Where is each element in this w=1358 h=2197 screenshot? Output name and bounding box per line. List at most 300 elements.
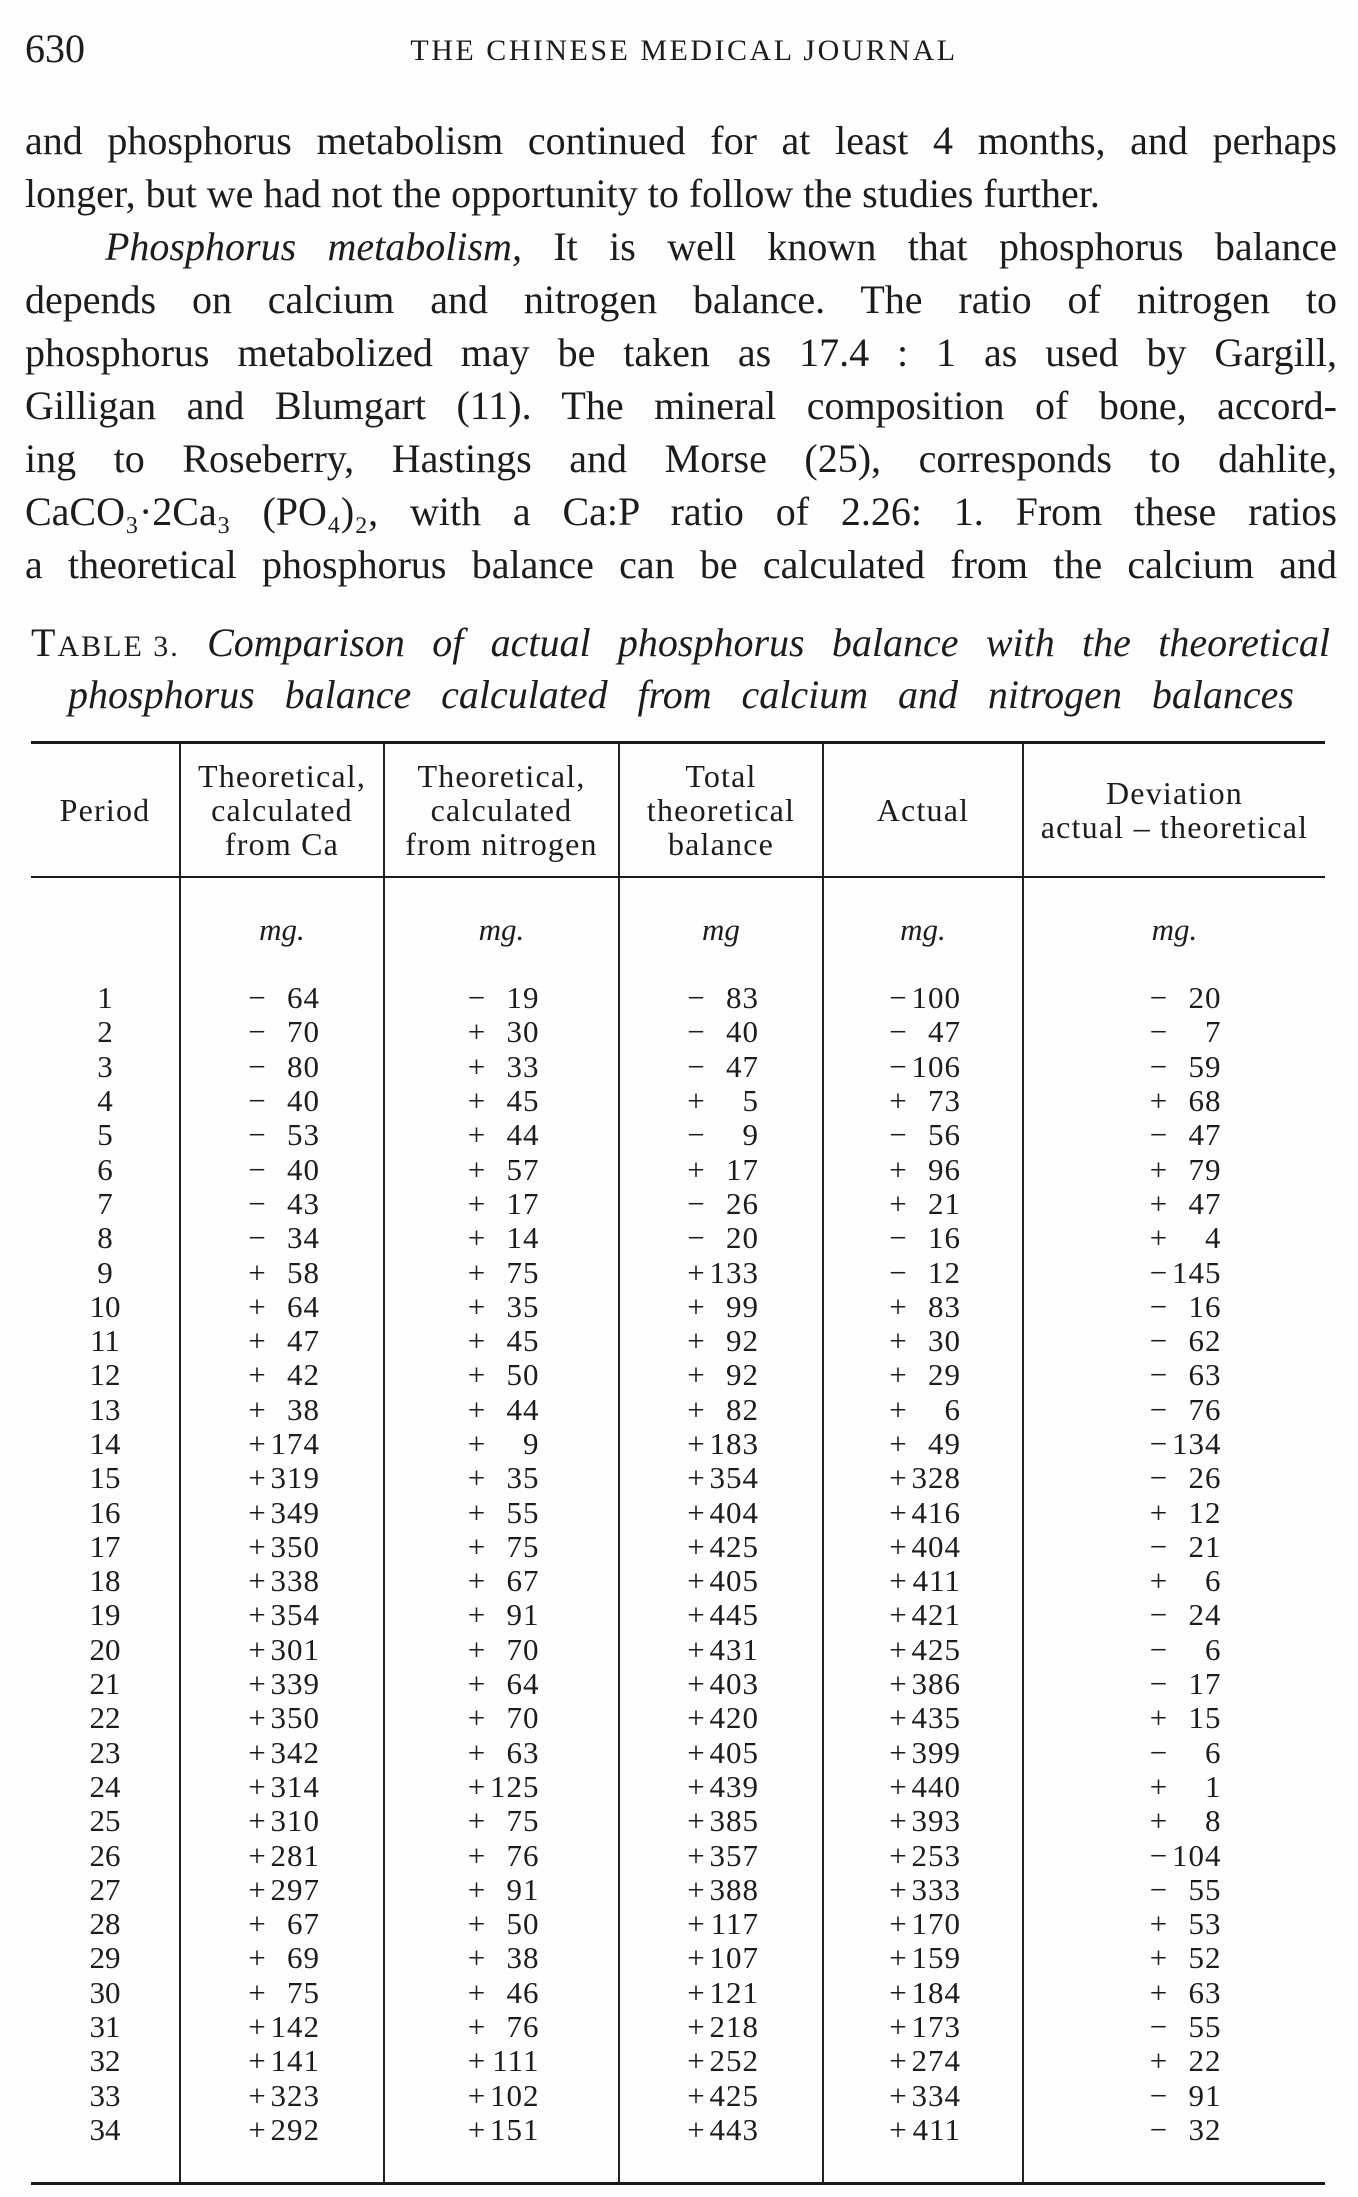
value-sign: − (687, 1117, 705, 1153)
cell-theoretical-ca (180, 1564, 384, 1598)
value-digits: 57 (506, 1151, 540, 1187)
table-title-continued: phosphorus balance calculated from calcium and nitrogen balances (68, 672, 1294, 717)
signed-value (885, 1118, 961, 1152)
signed-value (885, 1461, 961, 1495)
cell-theoretical-ca (180, 1598, 384, 1632)
value-digits: 64 (287, 980, 320, 1016)
cell-period: 4 (97, 1083, 113, 1119)
spacer-cell (384, 2147, 619, 2184)
cell-theoretical-ca (180, 1873, 384, 1907)
cell-theoretical-nitrogen (384, 1907, 619, 1941)
value-digits: 59 (1188, 1048, 1222, 1084)
signed-value (885, 1153, 961, 1187)
cell-actual (823, 1530, 1023, 1564)
signed-value (885, 1187, 961, 1221)
value-digits: 80 (287, 1048, 320, 1084)
value-sign: − (248, 1151, 266, 1187)
cell-period: 23 (89, 1734, 121, 1770)
value-digits: 91 (1188, 2077, 1222, 2113)
cell-actual (823, 1118, 1023, 1152)
value-digits: 62 (1188, 1323, 1222, 1359)
value-sign: − (1149, 1014, 1168, 1050)
table-row (31, 1118, 1325, 1152)
signed-value (464, 1804, 540, 1838)
signed-value (885, 1050, 961, 1084)
value-sign: + (889, 1323, 907, 1359)
value-sign: + (687, 1734, 705, 1770)
value-digits: 30 (506, 1014, 540, 1050)
cell-theoretical-nitrogen (384, 1495, 619, 1529)
signed-value (244, 1084, 320, 1118)
value-digits: 218 (709, 2009, 759, 2045)
signed-value (244, 2044, 320, 2078)
value-sign: + (467, 1666, 486, 1702)
cell-theoretical-nitrogen (384, 1015, 619, 1049)
value-sign: + (467, 1803, 486, 1839)
cell-period: 9 (97, 1254, 113, 1290)
signed-value (464, 1564, 540, 1598)
cell-total-theoretical (619, 1598, 823, 1632)
value-digits: 15 (1188, 1700, 1222, 1736)
value-sign: + (687, 1906, 705, 1942)
cell-theoretical-ca (180, 1770, 384, 1804)
value-digits: 53 (1188, 1906, 1222, 1942)
value-digits: 55 (1188, 2009, 1222, 2045)
value-digits: 16 (1188, 1288, 1222, 1324)
value-digits: 45 (506, 1323, 540, 1359)
cell-deviation (1023, 2044, 1325, 2078)
signed-value (1146, 1256, 1222, 1290)
value-sign: + (467, 1323, 486, 1359)
value-sign: + (889, 1597, 907, 1633)
cell-actual (823, 1804, 1023, 1838)
cell-theoretical-ca (180, 1118, 384, 1152)
value-sign: + (467, 1494, 486, 1530)
cell-actual (823, 2044, 1023, 2078)
signed-value (1146, 1290, 1222, 1324)
cell-theoretical-nitrogen (384, 1290, 619, 1324)
signed-value (244, 1015, 320, 1049)
cell-period: 3 (97, 1048, 113, 1084)
value-sign: + (687, 1391, 705, 1427)
cell-period: 17 (89, 1528, 121, 1564)
value-digits: 12 (928, 1254, 961, 1290)
cell-period: 28 (89, 1906, 121, 1942)
signed-value (464, 1667, 540, 1701)
value-digits: 76 (506, 1837, 540, 1873)
signed-value (464, 1256, 540, 1290)
cell-theoretical-nitrogen (384, 1941, 619, 1975)
value-digits: 151 (490, 2111, 540, 2147)
value-digits: 310 (270, 1803, 320, 1839)
value-sign: + (687, 1837, 705, 1873)
signed-value (683, 2044, 759, 2078)
signed-value (244, 1941, 320, 1975)
cell-deviation (1023, 1358, 1325, 1392)
value-sign: + (1149, 1185, 1168, 1221)
value-sign: + (248, 1871, 266, 1907)
signed-value (885, 1290, 961, 1324)
value-digits: 70 (506, 1631, 540, 1667)
value-digits: 145 (1172, 1254, 1222, 1290)
value-sign: + (889, 1563, 907, 1599)
running-header: THE CHINESE MEDICAL JOURNAL (410, 34, 958, 67)
value-sign: + (1149, 1974, 1168, 2010)
value-sign: + (1149, 1940, 1168, 1976)
value-digits: 439 (709, 1768, 759, 1804)
cell-period: 33 (89, 2077, 121, 2113)
phosphorus-balance-table (31, 741, 1325, 2185)
cell-total-theoretical (619, 1530, 823, 1564)
cell-deviation (1023, 1255, 1325, 1289)
cell-actual (823, 1873, 1023, 1907)
cell-actual (823, 2079, 1023, 2113)
table-row (31, 2044, 1325, 2078)
value-sign: + (467, 1871, 486, 1907)
signed-value (464, 1530, 540, 1564)
value-digits: 20 (726, 1220, 759, 1256)
cell-total-theoretical (619, 1221, 823, 1255)
value-digits: 75 (506, 1803, 540, 1839)
value-sign: + (889, 1631, 907, 1667)
cell-period: 14 (89, 1426, 121, 1461)
signed-value (1146, 1701, 1222, 1735)
value-digits: 68 (1188, 1083, 1222, 1119)
cell-total-theoretical (619, 1393, 823, 1427)
signed-value (683, 1564, 759, 1598)
cell-period: 16 (89, 1494, 121, 1530)
value-sign: + (248, 1803, 266, 1839)
value-digits: 22 (1188, 2043, 1222, 2079)
table-row (31, 1941, 1325, 1975)
units-cell: mg. (384, 877, 619, 981)
signed-value (244, 1839, 320, 1873)
value-sign: + (248, 1460, 266, 1496)
cell-theoretical-ca (180, 1633, 384, 1667)
value-sign: + (467, 1083, 486, 1119)
value-digits: 14 (506, 1220, 540, 1256)
cell-deviation (1023, 1976, 1325, 2010)
value-digits: 6 (1205, 1631, 1222, 1667)
cell-theoretical-nitrogen (384, 1221, 619, 1255)
cell-theoretical-nitrogen (384, 1804, 619, 1838)
value-sign: + (248, 1906, 266, 1942)
signed-value (683, 1050, 759, 1084)
signed-value (1146, 1187, 1222, 1221)
value-sign: − (1149, 1048, 1168, 1084)
value-digits: 75 (506, 1528, 540, 1564)
value-digits: 184 (911, 1974, 961, 2010)
value-digits: 5 (742, 1083, 759, 1119)
value-sign: + (889, 1528, 907, 1564)
value-sign: + (687, 1494, 705, 1530)
cell-total-theoretical (619, 1736, 823, 1770)
value-sign: + (467, 2043, 486, 2079)
value-digits: 69 (287, 1940, 320, 1976)
table-row (31, 1393, 1325, 1427)
cell-theoretical-ca (180, 1461, 384, 1495)
value-sign: + (248, 1700, 266, 1736)
signed-value (1146, 1393, 1222, 1427)
signed-value (244, 1873, 320, 1907)
value-digits: 100 (911, 980, 961, 1016)
signed-value (1146, 1324, 1222, 1358)
signed-value (885, 1736, 961, 1770)
cell-theoretical-ca (180, 2113, 384, 2147)
value-sign: + (687, 1563, 705, 1599)
signed-value (1146, 1358, 1222, 1392)
value-sign: + (248, 1323, 266, 1359)
signed-value (683, 1153, 759, 1187)
value-digits: 8 (1205, 1803, 1222, 1839)
cell-actual (823, 1941, 1023, 1975)
value-sign: + (467, 1631, 486, 1667)
spacer-cell (31, 2147, 180, 2184)
body-text (25, 114, 1337, 591)
table-caption-continued (68, 669, 1294, 721)
value-sign: − (889, 1117, 907, 1153)
value-sign: + (467, 1426, 486, 1461)
value-digits: 125 (490, 1768, 540, 1804)
value-sign: + (248, 1563, 266, 1599)
column-header-total-theoretical: Total theoretical balance (619, 743, 823, 878)
value-sign: + (467, 2111, 486, 2147)
value-digits: 107 (709, 1940, 759, 1976)
value-digits: 385 (709, 1803, 759, 1839)
signed-value (244, 1633, 320, 1667)
units-row (31, 877, 1325, 981)
cell-theoretical-nitrogen (384, 1633, 619, 1667)
value-digits: 83 (726, 980, 759, 1016)
section-heading: Phosphorus metabolism, (105, 224, 522, 269)
cell-theoretical-nitrogen (384, 1187, 619, 1221)
cell-theoretical-nitrogen (384, 1427, 619, 1461)
cell-total-theoretical (619, 1050, 823, 1084)
signed-value (885, 1633, 961, 1667)
value-sign: − (1149, 1288, 1168, 1324)
value-digits: 92 (726, 1357, 759, 1393)
cell-deviation (1023, 2113, 1325, 2147)
cell-actual (823, 1050, 1023, 1084)
cell-deviation (1023, 1770, 1325, 1804)
value-digits: 47 (1188, 1117, 1222, 1153)
cell-theoretical-nitrogen (384, 2113, 619, 2147)
cell-total-theoretical (619, 1770, 823, 1804)
table-body (31, 877, 1325, 2184)
value-sign: − (248, 1048, 266, 1084)
cell-actual (823, 1736, 1023, 1770)
cell-total-theoretical (619, 1358, 823, 1392)
value-digits: 47 (287, 1323, 320, 1359)
value-digits: 425 (709, 1528, 759, 1564)
cell-total-theoretical (619, 1427, 823, 1461)
cell-total-theoretical (619, 1701, 823, 1735)
signed-value (464, 1015, 540, 1049)
value-digits: 33 (506, 1048, 540, 1084)
body-line (25, 220, 1337, 273)
signed-value (683, 1358, 759, 1392)
signed-value (244, 1804, 320, 1838)
signed-value (464, 1873, 540, 1907)
value-digits: 99 (726, 1288, 759, 1324)
value-digits: 24 (1188, 1597, 1222, 1633)
value-sign: + (687, 1768, 705, 1804)
signed-value (1146, 1736, 1222, 1770)
cell-actual (823, 1495, 1023, 1529)
value-digits: 420 (709, 1700, 759, 1736)
value-digits: 117 (710, 1906, 759, 1942)
value-sign: + (687, 1254, 705, 1290)
value-digits: 52 (1188, 1940, 1222, 1976)
value-sign: + (467, 1151, 486, 1187)
value-digits: 253 (911, 1837, 961, 1873)
value-sign: + (889, 1391, 907, 1427)
value-sign: + (687, 1151, 705, 1187)
value-sign: + (889, 1185, 907, 1221)
table-row (31, 1427, 1325, 1461)
cell-theoretical-ca (180, 1804, 384, 1838)
column-header-deviation: Deviation actual – theoretical (1023, 743, 1325, 878)
signed-value (464, 1358, 540, 1392)
value-sign: + (687, 1940, 705, 1976)
value-digits: 314 (270, 1768, 320, 1804)
page-number: 630 (25, 26, 85, 71)
value-sign: + (248, 2043, 266, 2079)
cell-theoretical-ca (180, 981, 384, 1015)
signed-value (1146, 1598, 1222, 1632)
value-digits: 21 (928, 1185, 961, 1221)
cell-total-theoretical (619, 1667, 823, 1701)
cell-total-theoretical (619, 2010, 823, 2044)
signed-value (244, 1701, 320, 1735)
value-digits: 40 (726, 1014, 759, 1050)
cell-theoretical-ca (180, 1393, 384, 1427)
signed-value (244, 1050, 320, 1084)
value-digits: 435 (911, 1700, 961, 1736)
signed-value (885, 981, 961, 1015)
cell-theoretical-ca (180, 1015, 384, 1049)
value-sign: − (1149, 2111, 1168, 2147)
table-row (31, 1255, 1325, 1289)
signed-value (1146, 1530, 1222, 1564)
value-sign: + (889, 1426, 907, 1461)
value-digits: 56 (928, 1117, 961, 1153)
value-sign: − (467, 980, 486, 1016)
cell-theoretical-nitrogen (384, 1701, 619, 1735)
signed-value (1146, 1976, 1222, 2010)
value-digits: 334 (911, 2077, 961, 2113)
value-sign: − (1149, 1837, 1168, 1873)
signed-value (464, 1084, 540, 1118)
value-digits: 63 (1188, 1357, 1222, 1393)
spacer-cell (619, 2147, 823, 2184)
value-sign: − (1149, 1871, 1168, 1907)
value-sign: + (889, 1494, 907, 1530)
signed-value (464, 1736, 540, 1770)
signed-value (885, 1598, 961, 1632)
value-sign: + (467, 1974, 486, 2010)
value-digits: 440 (911, 1768, 961, 1804)
body-line: ing to Roseberry, Hastings and Morse (25), corresponds to dahlite, (25, 436, 1337, 481)
cell-period: 24 (89, 1768, 121, 1804)
value-sign: + (687, 1426, 705, 1461)
body-line-text: It is well known that phosphorus balance (553, 224, 1337, 269)
table-label: TABLE 3. (31, 620, 180, 665)
signed-value (464, 1907, 540, 1941)
value-sign: + (889, 1871, 907, 1907)
value-digits: 19 (506, 980, 540, 1016)
table-row (31, 1564, 1325, 1598)
table-row (31, 1633, 1325, 1667)
table-row (31, 1598, 1325, 1632)
cell-theoretical-nitrogen (384, 1667, 619, 1701)
signed-value (244, 1358, 320, 1392)
table-row (31, 1495, 1325, 1529)
signed-value (683, 2010, 759, 2044)
value-digits: 70 (506, 1700, 540, 1736)
value-digits: 350 (270, 1700, 320, 1736)
cell-actual (823, 1907, 1023, 1941)
signed-value (683, 1976, 759, 2010)
cell-theoretical-ca (180, 1907, 384, 1941)
signed-value (464, 1496, 540, 1530)
signed-value (464, 1324, 540, 1358)
value-sign: + (248, 1391, 266, 1427)
signed-value (244, 1770, 320, 1804)
cell-theoretical-nitrogen (384, 1152, 619, 1186)
value-digits: 342 (270, 1734, 320, 1770)
signed-value (244, 981, 320, 1015)
cell-deviation (1023, 1667, 1325, 1701)
cell-total-theoretical (619, 1633, 823, 1667)
value-sign: + (1149, 1803, 1168, 1839)
signed-value (1146, 981, 1222, 1015)
table-row (31, 1701, 1325, 1735)
cell-deviation (1023, 1050, 1325, 1084)
table-row (31, 1290, 1325, 1324)
value-digits: 55 (1188, 1871, 1222, 1907)
signed-value (683, 1873, 759, 1907)
value-digits: 443 (709, 2111, 759, 2147)
value-digits: 349 (270, 1494, 320, 1530)
cell-theoretical-ca (180, 1495, 384, 1529)
value-sign: + (467, 1357, 486, 1393)
signed-value (885, 1941, 961, 1975)
signed-value (683, 1839, 759, 1873)
value-sign: + (889, 2009, 907, 2045)
cell-total-theoretical (619, 2113, 823, 2147)
value-sign: + (248, 1837, 266, 1873)
value-digits: 6 (944, 1391, 961, 1427)
value-digits: 43 (287, 1185, 320, 1221)
signed-value (1146, 2044, 1222, 2078)
value-sign: + (687, 1631, 705, 1667)
value-digits: 38 (287, 1391, 320, 1427)
value-sign: + (1149, 1083, 1168, 1119)
column-header-period: Period (31, 743, 180, 878)
value-digits: 404 (911, 1528, 961, 1564)
value-digits: 354 (270, 1597, 320, 1633)
cell-deviation (1023, 1152, 1325, 1186)
value-digits: 20 (1188, 980, 1222, 1016)
signed-value (464, 1187, 540, 1221)
cell-theoretical-nitrogen (384, 981, 619, 1015)
value-digits: 83 (928, 1288, 961, 1324)
cell-theoretical-nitrogen (384, 1255, 619, 1289)
cell-deviation (1023, 1907, 1325, 1941)
value-digits: 411 (912, 2111, 961, 2147)
cell-actual (823, 1084, 1023, 1118)
